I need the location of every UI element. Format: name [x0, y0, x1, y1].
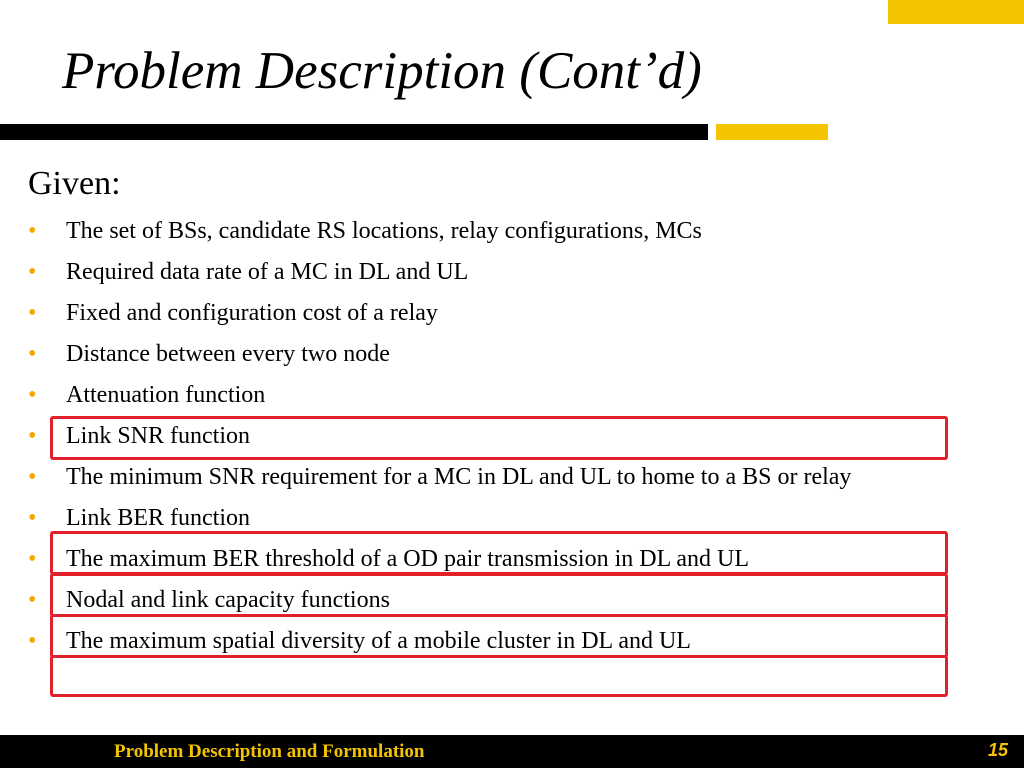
bullet-dot-icon: •	[28, 382, 37, 408]
highlight-box-ber-threshold	[50, 573, 948, 617]
bullet-item	[28, 501, 958, 535]
bullet-dot-icon: •	[28, 218, 37, 244]
bullet-text: Distance between every two node	[66, 341, 390, 367]
bullet-item	[28, 337, 958, 371]
highlight-box-spatial-diversity	[50, 655, 948, 697]
bullet-item	[28, 214, 958, 248]
bullet-item	[28, 296, 958, 330]
footer-bar	[0, 735, 1024, 768]
bullet-dot-icon: •	[28, 628, 37, 654]
page-number: 15	[987, 740, 1008, 760]
highlight-box-capacity	[50, 614, 948, 658]
bullet-text: Attenuation function	[66, 382, 266, 408]
bullet-text: Link SNR function	[66, 423, 250, 449]
slide-title: Problem Description (Cont’d)	[62, 42, 702, 100]
bullet-dot-icon: •	[28, 423, 37, 449]
top-accent-bar	[888, 0, 1024, 24]
given-heading: Given:	[28, 165, 121, 202]
bullet-text: The set of BSs, candidate RS locations, relay configurations, MCs	[66, 218, 702, 244]
bullet-text: The maximum BER threshold of a OD pair transmission in DL and UL	[66, 546, 750, 572]
bullet-text: Link BER function	[66, 505, 250, 531]
bullet-dot-icon: •	[28, 259, 37, 285]
bullet-text: The maximum spatial diversity of a mobile cluster in DL and UL	[66, 628, 691, 654]
title-rule-black	[0, 124, 708, 140]
bullet-item	[28, 255, 958, 289]
bullet-text: Nodal and link capacity functions	[66, 587, 390, 613]
highlight-box-link-ber	[50, 531, 948, 575]
bullet-text: Fixed and configuration cost of a relay	[66, 300, 438, 326]
title-rule-yellow	[716, 124, 828, 140]
highlight-box-link-snr	[50, 416, 948, 460]
bullet-item	[28, 460, 958, 494]
bullet-text: Required data rate of a MC in DL and UL	[66, 259, 469, 285]
bullet-item	[28, 378, 958, 412]
bullet-dot-icon: •	[28, 587, 37, 613]
bullet-text: The minimum SNR requirement for a MC in DL and UL to home to a BS or relay	[66, 464, 852, 490]
bullet-dot-icon: •	[28, 546, 37, 572]
bullet-dot-icon: •	[28, 341, 37, 367]
bullet-dot-icon: •	[28, 505, 37, 531]
footer-section-title: Problem Description and Formulation	[114, 741, 425, 762]
bullet-dot-icon: •	[28, 300, 37, 326]
bullet-dot-icon: •	[28, 464, 37, 490]
